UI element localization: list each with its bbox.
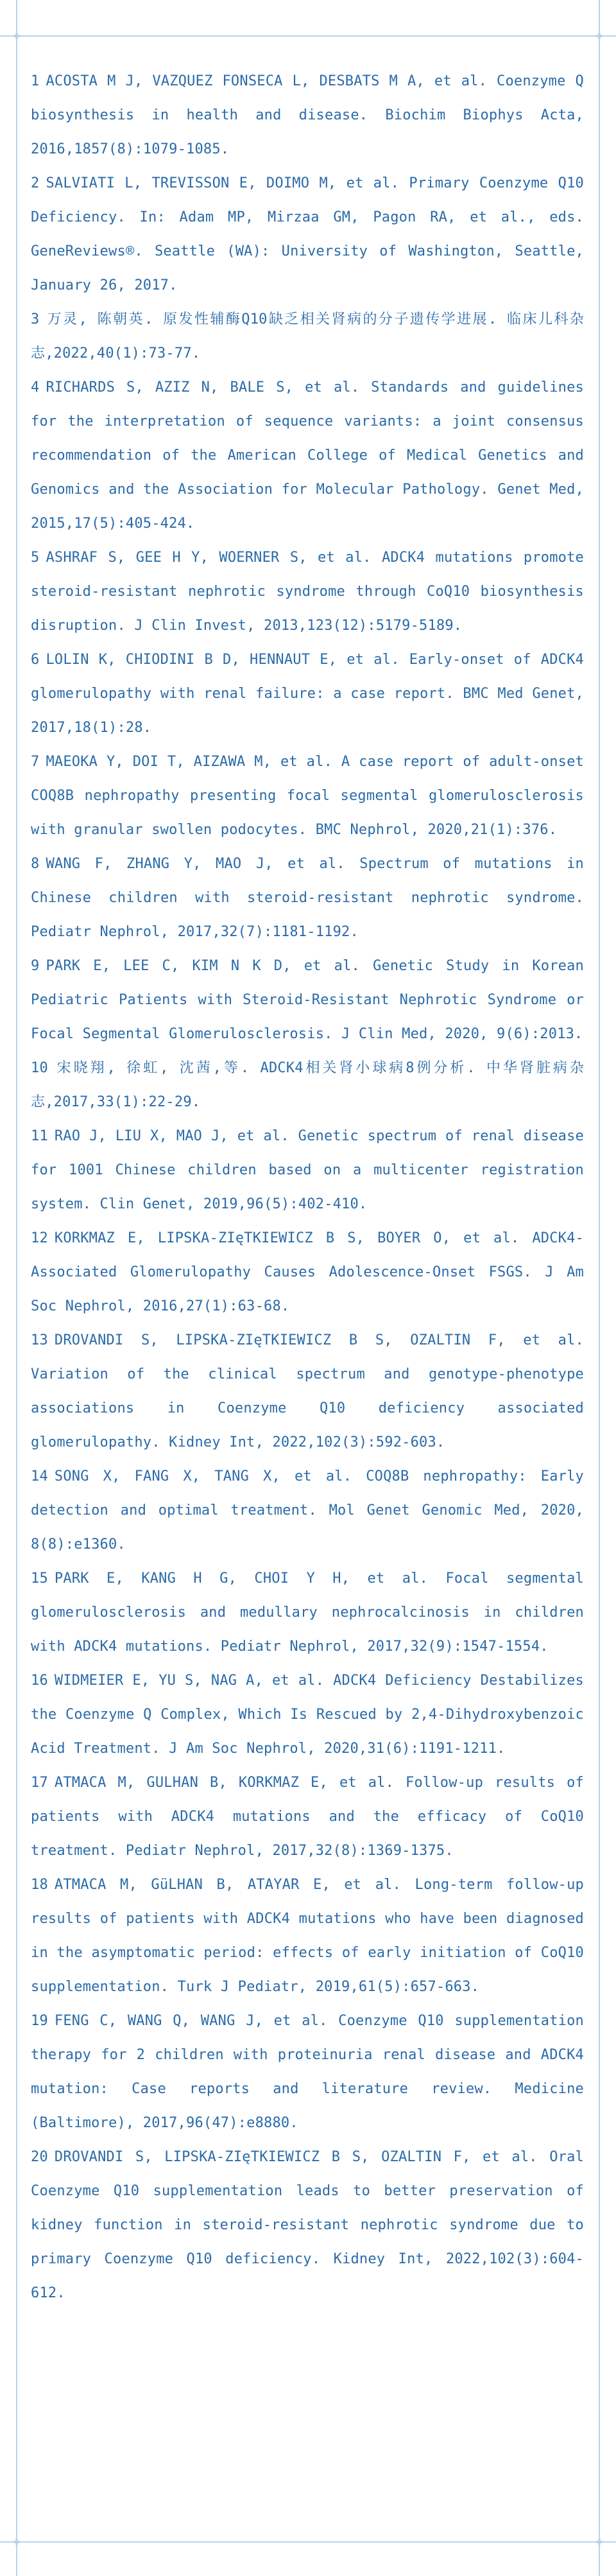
reference-text: DROVANDI S, LIPSKA-ZIęTKIEWICZ B S, OZALTIN F, et al. Variation of the clinical spectrum and genotype-phenotype associations in Coenzyme Q10 deficiency associated glomerulopathy. Kidney Int, 2022,102(3):592-603.	[31, 1332, 584, 1450]
reference-item	[31, 1664, 584, 1766]
reference-text: WANG F, ZHANG Y, MAO J, et al. Spectrum of mutations in Chinese children with steroid-resistant nephrotic syndrome. Pediatr Nephrol, 2017,32(7):1181-1192.	[31, 856, 584, 940]
reference-number: 17	[31, 1775, 48, 1791]
reference-item	[31, 166, 584, 302]
reference-number: 7	[31, 754, 40, 770]
frame-top-line	[0, 35, 616, 37]
reference-item	[31, 1323, 584, 1459]
reference-item	[31, 1459, 584, 1562]
reference-item	[31, 1119, 584, 1221]
reference-item	[31, 370, 584, 541]
reference-item	[31, 643, 584, 745]
reference-text: ATMACA M, GüLHAN B, ATAYAR E, et al. Long-term follow-up results of patients with ADCK4 mutations who have been diagnosed in the asymptomatic period: effects of early initiation of CoQ10 supplementation. Turk J Pediatr, 2019,61(5):657-663.	[31, 1877, 584, 1995]
reference-item	[31, 64, 584, 166]
reference-text: KORKMAZ E, LIPSKA-ZIęTKIEWICZ B S, BOYER O, et al. ADCK4-Associated Glomerulopathy Causes Adolescence-Onset FSGS. J Am Soc Nephrol, 2016,27(1):63-68.	[31, 1230, 584, 1314]
reference-number: 1	[31, 73, 40, 89]
reference-number: 3	[31, 311, 40, 327]
reference-text: SALVIATI L, TREVISSON E, DOIMO M, et al. Primary Coenzyme Q10 Deficiency. In: Adam MP, Mirzaa GM, Pagon RA, et al., eds. GeneReviews®. Seattle (WA): University of Washington, Seattle, January 26, 2017.	[31, 175, 584, 293]
reference-item	[31, 745, 584, 847]
reference-item	[31, 302, 584, 370]
corner-star-icon	[10, 29, 24, 43]
reference-number: 4	[31, 379, 40, 396]
reference-item	[31, 949, 584, 1051]
reference-list	[31, 64, 584, 2310]
reference-text: ACOSTA M J, VAZQUEZ FONSECA L, DESBATS M A, et al. Coenzyme Q biosynthesis in health and disease. Biochim Biophys Acta, 2016,1857(8):1079-1085.	[31, 73, 584, 157]
reference-text: DROVANDI S, LIPSKA-ZIęTKIEWICZ B S, OZALTIN F, et al. Oral Coenzyme Q10 supplementation leads to better preservation of kidney function in steroid-resistant nephrotic syndrome due to primary Coenzyme Q10 deficiency. Kidney Int, 2022,102(3):604-612.	[31, 2149, 584, 2301]
reference-text: ASHRAF S, GEE H Y, WOERNER S, et al. ADCK4 mutations promote steroid-resistant nephrotic syndrome through CoQ10 biosynthesis disruption. J Clin Invest, 2013,123(12):5179-5189.	[31, 550, 584, 634]
reference-item	[31, 1766, 584, 1868]
frame-bottom-line	[0, 2541, 616, 2543]
reference-number: 5	[31, 550, 40, 566]
reference-text: MAEOKA Y, DOI T, AIZAWA M, et al. A case report of adult-onset COQ8B nephropathy presenting focal segmental glomerulosclerosis with granular swollen podocytes. BMC Nephrol, 2020,21(1):376.	[31, 754, 584, 838]
reference-number: 18	[31, 1877, 48, 1893]
reference-text: RAO J, LIU X, MAO J, et al. Genetic spectrum of renal disease for 1001 Chinese children based on a multicenter registration system. Clin Genet, 2019,96(5):402-410.	[31, 1128, 584, 1212]
reference-item	[31, 2004, 584, 2140]
reference-text: PARK E, KANG H G, CHOI Y H, et al. Focal segmental glomerulosclerosis and medullary nephrocalcinosis in children with ADCK4 mutations. Pediatr Nephrol, 2017,32(9):1547-1554.	[31, 1571, 584, 1655]
reference-text: PARK E, LEE C, KIM N K D, et al. Genetic Study in Korean Pediatric Patients with Steroid-Resistant Nephrotic Syndrome or Focal Segmental Glomerulosclerosis. J Clin Med, 2020, 9(6):2013.	[31, 958, 584, 1042]
corner-star-icon	[10, 2535, 24, 2549]
reference-number: 15	[31, 1571, 48, 1587]
reference-number: 16	[31, 1673, 48, 1689]
reference-item	[31, 847, 584, 949]
frame-right-line	[599, 0, 600, 2576]
reference-text: ATMACA M, GULHAN B, KORKMAZ E, et al. Follow-up results of patients with ADCK4 mutations and the efficacy of CoQ10 treatment. Pediatr Nephrol, 2017,32(8):1369-1375.	[31, 1775, 584, 1859]
reference-number: 8	[31, 856, 40, 872]
reference-number: 9	[31, 958, 40, 974]
reference-number: 11	[31, 1128, 48, 1144]
reference-item	[31, 2140, 584, 2310]
reference-text: FENG C, WANG Q, WANG J, et al. Coenzyme Q10 supplementation therapy for 2 children with proteinuria renal disease and ADCK4 mutation: Case reports and literature review. Medicine (Baltimore), 2017,96(47):e8880.	[31, 2013, 584, 2131]
reference-text: LOLIN K, CHIODINI B D, HENNAUT E, et al. Early-onset of ADCK4 glomerulopathy with renal failure: a case report. BMC Med Genet, 2017,18(1):28.	[31, 652, 584, 736]
reference-text: WIDMEIER E, YU S, NAG A, et al. ADCK4 Deficiency Destabilizes the Coenzyme Q Complex, Which Is Rescued by 2,4-Dihydroxybenzoic Acid Treatment. J Am Soc Nephrol, 2020,31(6):1191-1211.	[31, 1673, 584, 1757]
corner-star-icon	[592, 2535, 606, 2549]
reference-number: 19	[31, 2013, 48, 2029]
reference-item	[31, 541, 584, 643]
reference-item	[31, 1868, 584, 2004]
corner-star-icon	[592, 29, 606, 43]
reference-text: SONG X, FANG X, TANG X, et al. COQ8B nephropathy: Early detection and optimal treatment. Mol Genet Genomic Med, 2020, 8(8):e1360.	[31, 1468, 584, 1553]
reference-number: 20	[31, 2149, 48, 2165]
reference-number: 10	[31, 1060, 48, 1076]
reference-text: 宋晓翔, 徐虹, 沈茜,等. ADCK4相关肾小球病8例分析. 中华肾脏病杂志,2017,33(1):22-29.	[31, 1060, 584, 1110]
reference-number: 12	[31, 1230, 48, 1246]
frame-left-line	[16, 0, 17, 2576]
reference-text: RICHARDS S, AZIZ N, BALE S, et al. Standards and guidelines for the interpretation of sequence variants: a joint consensus recommendation of the American College of Medical Genetics and Genomics and the Association for Molecular Pathology. Genet Med, 2015,17(5):405-424.	[31, 379, 584, 532]
reference-item	[31, 1562, 584, 1664]
reference-item	[31, 1221, 584, 1323]
reference-text: 万灵, 陈朝英. 原发性辅酶Q10缺乏相关肾病的分子遗传学进展. 临床儿科杂志,2022,40(1):73-77.	[31, 311, 584, 361]
reference-item	[31, 1051, 584, 1119]
reference-number: 13	[31, 1332, 48, 1348]
reference-number: 6	[31, 652, 40, 668]
reference-number: 2	[31, 175, 40, 191]
reference-number: 14	[31, 1468, 48, 1484]
